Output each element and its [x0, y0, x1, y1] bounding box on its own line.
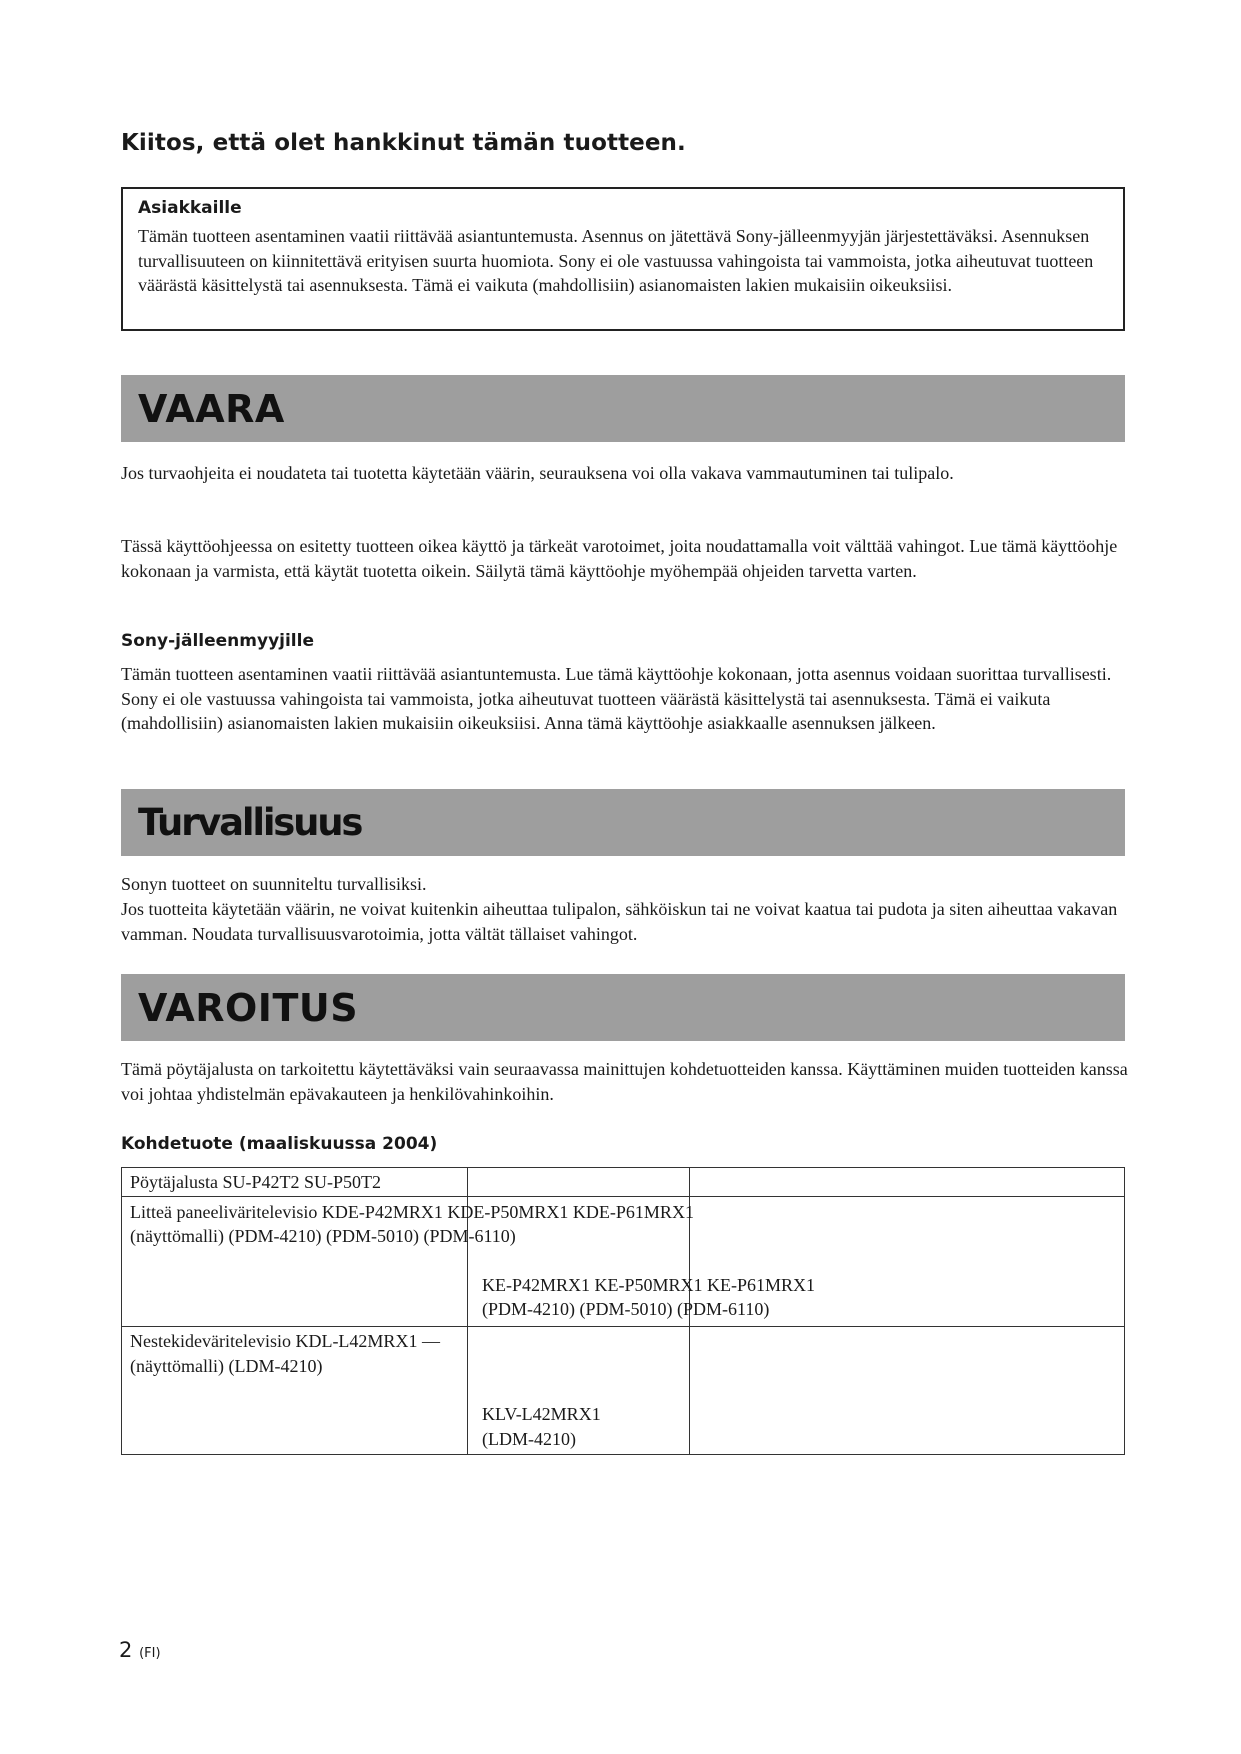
target-products-heading: Kohdetuote (maaliskuussa 2004): [121, 1134, 438, 1154]
dealers-paragraph: Tämän tuotteen asentaminen vaatii riittävää asiantuntemusta. Lue tämä käyttöohje kokonaan, jotta asennus voidaan suorittaa turvallisesti. Sony ei ole vastuussa vahingoista tai vammoista, jotka aiheutuvat tuotteen väärästä käsittelystä tai asennuksesta. Tämä ei vaikuta (mahdollisiin) asianomaisten lakien mukaisiin oikeuksiisi. Anna tämä käyttöohje asiakkaalle asennuksen jälkeen.: [121, 664, 1112, 733]
vaara-banner-title: VAARA: [138, 386, 285, 431]
turvallisuus-line-2: Jos tuotteita käytetään väärin, ne voivat kuitenkin aiheuttaa tulipalon, sähköiskun tai ne voivat kaatua tai pudota ja siten aiheuttaa vakavan vamman. Noudata turvallisuusvarotoimia, jotta vältät tällaiset vahingot.: [121, 899, 1118, 944]
turvallisuus-banner: [121, 789, 1125, 856]
vaara-paragraph-2: Tässä käyttöohjeessa on esitetty tuotteen oikea käyttö ja tärkeät varotoimet, joita noudattamalla voit välttää vahingot. Lue tämä käyttöohje kokonaan ja varmista, että käytät tuotetta oikein. Säilytä tämä käyttöohje myöhempää ohjeiden tarvetta varten.: [121, 536, 1118, 581]
table-row-lcd-sub-line-2: (LDM-4210): [482, 1429, 576, 1449]
table-row-plasma-line-2: (näyttömalli) (PDM-4210) (PDM-5010) (PDM-6110): [130, 1226, 516, 1246]
table-row-stand: Pöytäjalusta SU-P42T2 SU-P50T2: [130, 1172, 382, 1192]
vaara-banner: [121, 375, 1125, 442]
page-language-code: (FI): [139, 1646, 161, 1661]
varoitus-banner-title: VAROITUS: [138, 985, 359, 1030]
target-products-table: [121, 1167, 1125, 1455]
table-divider: [122, 1196, 1124, 1197]
table-divider: [122, 1326, 1124, 1327]
turvallisuus-banner-title: Turvallisuus: [138, 801, 362, 844]
table-row-plasma-sub-line-2: (PDM-4210) (PDM-5010) (PDM-6110): [482, 1299, 770, 1319]
customer-notice-box: [121, 187, 1125, 331]
page-number: [119, 1638, 161, 1662]
table-row-lcd-sub-line-1: KLV-L42MRX1: [482, 1404, 601, 1424]
dealers-heading: Sony-jälleenmyyjille: [121, 631, 314, 651]
turvallisuus-line-1: Sonyn tuotteet on suunniteltu turvallisiksi.: [121, 874, 427, 894]
page-number-value: 2: [119, 1638, 133, 1662]
table-row-lcd-line-1: Nestekideväritelevisio KDL-L42MRX1 —: [130, 1331, 440, 1351]
customer-notice-text: Tämän tuotteen asentaminen vaatii riittävää asiantuntemusta. Asennus on jätettävä Sony-jälleenmyyjän järjestettäväksi. Asennuksen turvallisuuteen on kiinnitettävä erityisen suurta huomiota. Sony ei ole vastuussa vahingoista tai vammoista, jotka aiheutuvat tuotteen väärästä käsittelystä tai asennuksesta. Tämä ei vaikuta (mahdollisiin) asianomaisten lakien mukaisiin oikeuksiisi.: [138, 226, 1094, 295]
table-row-plasma-line-1: Litteä paneeliväritelevisio KDE-P42MRX1 KDE-P50MRX1 KDE-P61MRX1: [130, 1202, 694, 1222]
customer-notice-heading: Asiakkaille: [138, 198, 242, 218]
table-row-plasma-sub-line-1: KE-P42MRX1 KE-P50MRX1 KE-P61MRX1: [482, 1275, 816, 1295]
varoitus-paragraph: Tämä pöytäjalusta on tarkoitettu käytettäväksi vain seuraavassa mainittujen kohdetuotteiden kanssa. Käyttäminen muiden tuotteiden kanssa voi johtaa yhdistelmän epävakauteen ja henkilövahinkoihin.: [121, 1059, 1128, 1104]
varoitus-banner: [121, 974, 1125, 1041]
page-title: Kiitos, että olet hankkinut tämän tuotteen.: [121, 130, 686, 156]
vaara-paragraph-1: Jos turvaohjeita ei noudateta tai tuotetta käytetään väärin, seurauksena voi olla vakava vammautuminen tai tulipalo.: [121, 463, 954, 483]
table-row-lcd-line-2: (näyttömalli) (LDM-4210): [130, 1356, 323, 1376]
